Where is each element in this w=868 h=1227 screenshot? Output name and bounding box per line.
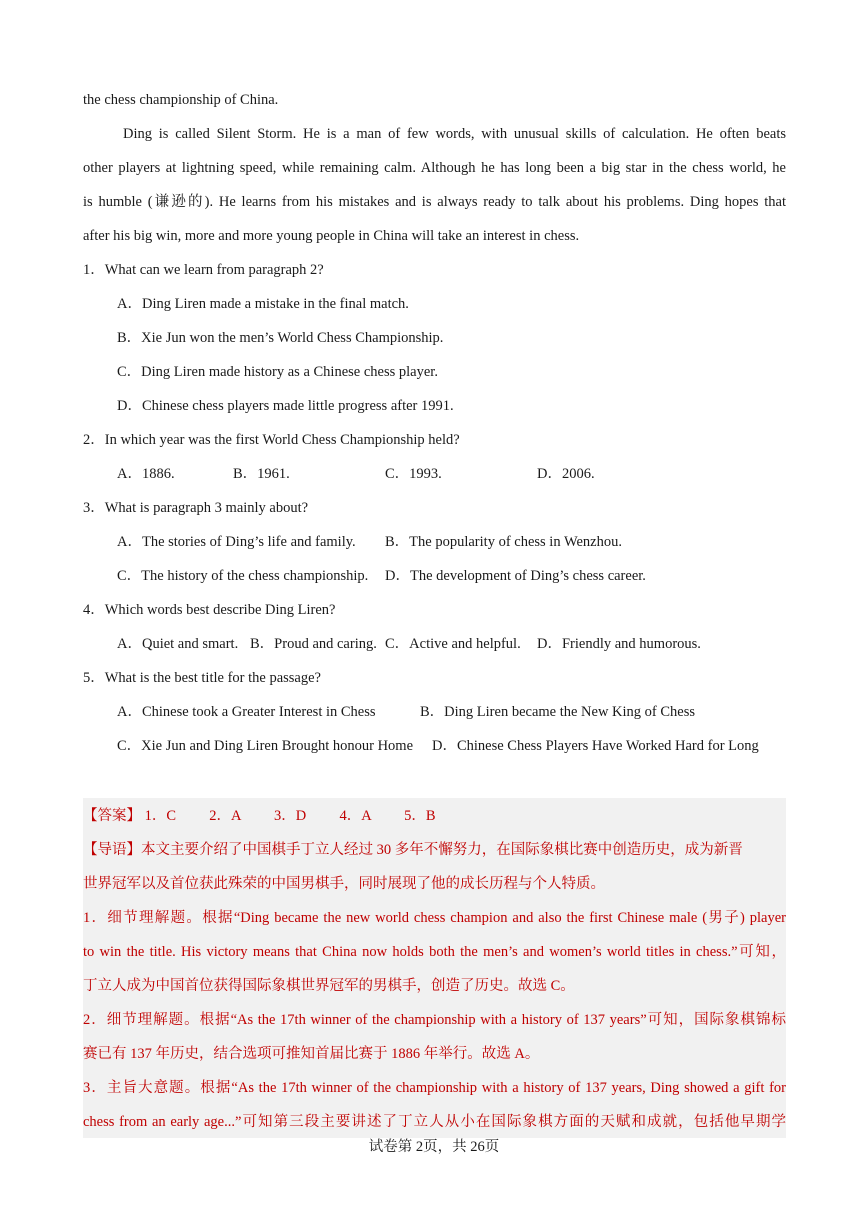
passage-line: the chess championship of China. bbox=[83, 92, 279, 108]
question-stem: 4．Which words best describe Ding Liren? bbox=[83, 602, 336, 618]
explanation-line: 丁立人成为中国首位获得国际象棋世界冠军的男棋手，创造了历史。故选 C。 bbox=[83, 978, 575, 994]
explanation-line: 3．主旨大意题。根据“As the 17th winner of the championship with a history of 137 years, Ding showed a gift for bbox=[83, 1080, 786, 1096]
explanation-line: 1．细节理解题。根据“Ding became the new world chess champion and also the first Chinese male (男子) player bbox=[83, 910, 786, 926]
question-stem: 3．What is paragraph 3 mainly about? bbox=[83, 500, 309, 516]
guide-text: 本文主要介绍了中国棋手丁立人经过 30 多年不懈努力，在国际象棋比赛中创造历史，成为新晋 bbox=[141, 842, 743, 858]
option-a: A．Chinese took a Greater Interest in Chess bbox=[117, 704, 376, 720]
option-b: B．1961. bbox=[233, 466, 290, 482]
explanation-line: 世界冠军以及首位获此殊荣的中国男棋手，同时展现了他的成长历程与个人特质。 bbox=[83, 876, 605, 892]
option-d: D．Chinese Chess Players Have Worked Hard for Long bbox=[432, 738, 759, 754]
option-c: C．The history of the chess championship. bbox=[117, 568, 369, 584]
passage-line: Ding is called Silent Storm. He is a man of few words, with unusual skills of calculation. He often beats bbox=[123, 126, 786, 142]
answer-item: 3．D bbox=[273, 808, 307, 824]
answer-item: 2．A bbox=[209, 808, 241, 824]
explanation-line: 赛已有 137 年历史，结合选项可推知首届比赛于 1886 年举行。故选 A。 bbox=[83, 1046, 540, 1062]
answer-item: 5．B bbox=[404, 808, 436, 824]
option-a: A．1886. bbox=[117, 466, 175, 482]
answer-tag: 【答案】 bbox=[83, 808, 141, 824]
explanation-line: chess from an early age...”可知第三段主要讲述了丁立人从小在国际象棋方面的天赋和成就，包括他早期学 bbox=[83, 1114, 786, 1130]
answer-key-line bbox=[83, 806, 436, 826]
passage-line: other players at lightning speed, while remaining calm. Although he has long been a big star in the chess world, he bbox=[83, 160, 786, 176]
answer-item: 4．A bbox=[339, 808, 371, 824]
option-c: C．Xie Jun and Ding Liren Brought honour Home bbox=[117, 738, 414, 754]
option-a: A．Quiet and smart. bbox=[117, 636, 239, 652]
guide-line bbox=[83, 840, 743, 860]
option-a: A．Ding Liren made a mistake in the final match. bbox=[117, 296, 409, 312]
page-footer: 试卷第 2页，共 26页 bbox=[368, 1139, 500, 1155]
option-d: D．The development of Ding’s chess career. bbox=[385, 568, 646, 584]
option-d: D．Chinese chess players made little progress after 1991. bbox=[117, 398, 454, 414]
option-a: A．The stories of Ding’s life and family. bbox=[117, 534, 356, 550]
question-stem: 1．What can we learn from paragraph 2? bbox=[83, 262, 324, 278]
option-b: B．Proud and caring. bbox=[250, 636, 377, 652]
option-b: B．The popularity of chess in Wenzhou. bbox=[385, 534, 622, 550]
passage-line: after his big win, more and more young people in China will take an interest in chess. bbox=[83, 228, 580, 244]
explanation-line: 2．细节理解题。根据“As the 17th winner of the championship with a history of 137 years”可知，国际象棋锦标 bbox=[83, 1012, 786, 1028]
option-c: C．Active and helpful. bbox=[385, 636, 521, 652]
passage-line: is humble (谦逊的). He learns from his mistakes and is always ready to talk about his problems. Ding hopes that bbox=[83, 194, 786, 210]
option-b: B．Xie Jun won the men’s World Chess Championship. bbox=[117, 330, 444, 346]
option-b: B．Ding Liren became the New King of Chess bbox=[420, 704, 696, 720]
answer-item: 1．C bbox=[144, 808, 177, 824]
option-c: C．Ding Liren made history as a Chinese chess player. bbox=[117, 364, 438, 380]
option-d: D．2006. bbox=[537, 466, 595, 482]
question-stem: 5．What is the best title for the passage? bbox=[83, 670, 321, 686]
option-d: D．Friendly and humorous. bbox=[537, 636, 701, 652]
explanation-line: to win the title. His victory means that China now holds both the men’s and women’s world titles in chess.”可知， bbox=[83, 944, 786, 960]
guide-tag: 【导语】 bbox=[83, 842, 141, 858]
option-c: C．1993. bbox=[385, 466, 442, 482]
question-stem: 2．In which year was the first World Chess Championship held? bbox=[83, 432, 460, 448]
